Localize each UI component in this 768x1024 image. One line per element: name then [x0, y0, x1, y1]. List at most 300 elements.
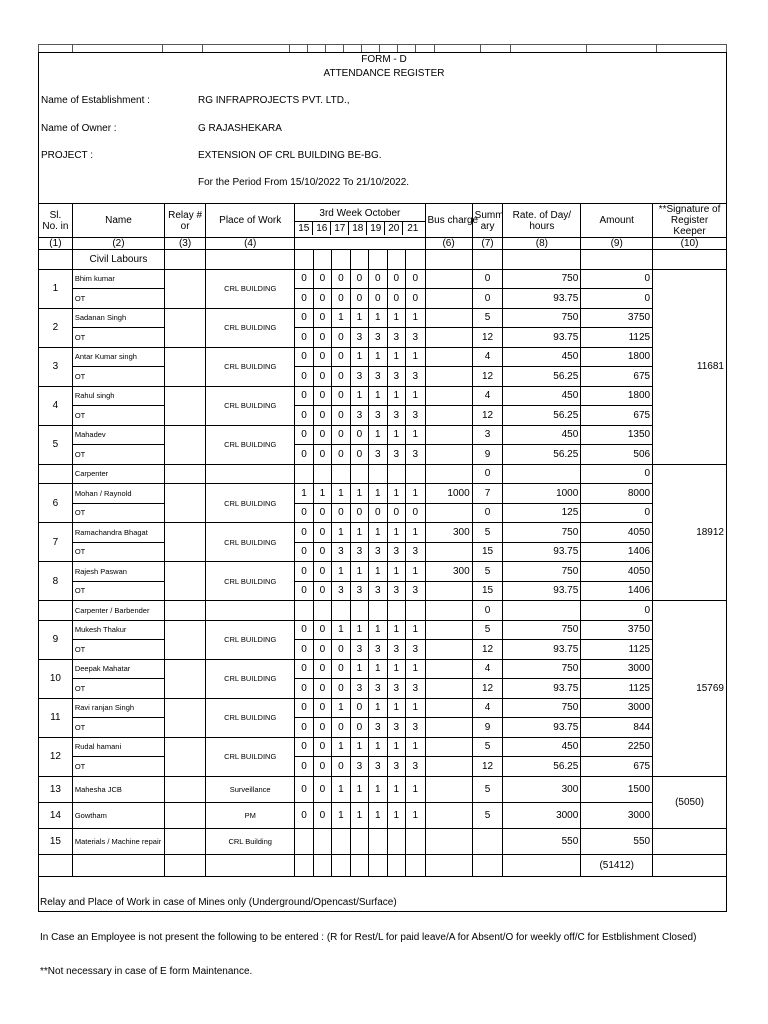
day-cell: 0	[295, 406, 313, 426]
day-cell: 0	[313, 640, 331, 660]
ot-row	[39, 445, 727, 465]
day-cell	[295, 854, 313, 876]
day-cell: 0	[295, 562, 313, 582]
day-cell: 0	[295, 776, 313, 802]
ot-row	[39, 367, 727, 387]
relay-cell	[165, 802, 206, 828]
worker-name: Rajesh Paswan	[72, 562, 164, 582]
establishment-label: Name of Establishment :	[41, 95, 150, 106]
day-cell: 3	[369, 445, 387, 465]
day-cell	[295, 250, 313, 270]
worker-name: Sadanan Singh	[72, 308, 164, 328]
single-row	[39, 776, 727, 802]
day-cell: 3	[406, 542, 426, 562]
bus-cell	[425, 854, 472, 876]
worker-row	[39, 698, 727, 718]
day-cell: 3	[369, 581, 387, 601]
day-cell: 3	[332, 542, 350, 562]
col-bus-header: Bus charge	[425, 204, 472, 238]
rate-value: 56.25	[503, 406, 581, 426]
day-cell: 0	[332, 718, 350, 738]
day-cell: 1	[369, 347, 387, 367]
sl-number: 10	[39, 659, 73, 698]
day-cell	[387, 601, 405, 621]
summary-value: 12	[472, 640, 503, 660]
summary-value: 15	[472, 581, 503, 601]
ot-row	[39, 581, 727, 601]
relay-cell	[165, 269, 206, 308]
day-header: 17	[331, 222, 349, 235]
day-cell: 0	[295, 620, 313, 640]
rate-value: 300	[503, 776, 581, 802]
worker-name: Rahul singh	[72, 386, 164, 406]
day-cell: 1	[350, 347, 368, 367]
ot-row	[39, 289, 727, 309]
day-cell: 0	[295, 425, 313, 445]
worker-row	[39, 347, 727, 367]
col-number: (6)	[425, 238, 472, 250]
day-cell: 0	[295, 757, 313, 777]
day-cell: 3	[369, 679, 387, 699]
day-cell: 1	[369, 737, 387, 757]
rate-value: 750	[503, 523, 581, 543]
day-cell: 1	[387, 620, 405, 640]
amount-value: 1125	[581, 679, 653, 699]
relay-cell	[165, 523, 206, 562]
day-cell: 1	[369, 802, 387, 828]
bus-charge	[425, 386, 472, 406]
bus-cell	[425, 718, 472, 738]
day-cell: 3	[350, 757, 368, 777]
summary-cell	[472, 250, 503, 270]
summary-value: 4	[472, 386, 503, 406]
bus-charge: 300	[425, 562, 472, 582]
day-cell: 1	[387, 659, 405, 679]
rate-cell	[503, 250, 581, 270]
day-cell: 1	[369, 308, 387, 328]
day-cell	[369, 601, 387, 621]
bus-cell	[425, 776, 472, 802]
section-title: Carpenter / Barbender	[72, 601, 164, 621]
day-cell: 1	[350, 562, 368, 582]
bus-cell	[425, 464, 472, 484]
day-cell: 0	[295, 347, 313, 367]
bus-cell	[425, 828, 472, 854]
day-cell: 1	[332, 562, 350, 582]
day-cell: 0	[313, 523, 331, 543]
day-cell: 1	[387, 425, 405, 445]
day-cell: 0	[332, 445, 350, 465]
day-cell: 0	[313, 776, 331, 802]
day-cell: 0	[295, 802, 313, 828]
day-cell: 0	[313, 503, 331, 523]
worker-name: Deepak Mahatar	[72, 659, 164, 679]
day-cell: 3	[369, 328, 387, 348]
day-cell	[350, 250, 368, 270]
ot-label: OT	[72, 445, 164, 465]
place-of-work: CRL BUILDING	[206, 425, 295, 464]
owner-label: Name of Owner :	[41, 123, 117, 134]
worker-name: Mohan / Raynold	[72, 484, 164, 504]
day-cell	[332, 601, 350, 621]
summary-value: 7	[472, 484, 503, 504]
day-cell: 3	[350, 406, 368, 426]
rate-value: 3000	[503, 802, 581, 828]
day-cell: 3	[406, 328, 426, 348]
day-header: 20	[385, 222, 403, 235]
place-of-work: CRL BUILDING	[206, 484, 295, 523]
worker-row	[39, 484, 727, 504]
day-cell: 1	[295, 484, 313, 504]
day-cell: 1	[332, 484, 350, 504]
relay-cell	[165, 308, 206, 347]
day-cell	[369, 828, 387, 854]
signature-total: 18912	[653, 464, 727, 601]
day-cell: 3	[387, 581, 405, 601]
col-number: (3)	[165, 238, 206, 250]
bus-charge: 1000	[425, 484, 472, 504]
summary-value: 4	[472, 698, 503, 718]
day-cell: 0	[313, 347, 331, 367]
day-cell: 0	[313, 308, 331, 328]
place-cell	[206, 250, 295, 270]
day-cell: 1	[332, 802, 350, 828]
day-cell: 1	[369, 523, 387, 543]
day-cell: 0	[350, 289, 368, 309]
signature-total: 11681	[653, 269, 727, 464]
ot-label: OT	[72, 328, 164, 348]
top-ruler-strip	[38, 44, 727, 52]
amount-cell: 0	[581, 464, 653, 484]
day-cell	[406, 250, 426, 270]
day-cell: 0	[295, 503, 313, 523]
sl-number: 15	[39, 828, 73, 854]
day-cell: 1	[387, 737, 405, 757]
place-of-work: CRL BUILDING	[206, 386, 295, 425]
day-cell: 0	[332, 367, 350, 387]
place-of-work: PM	[206, 802, 295, 828]
ot-label: OT	[72, 289, 164, 309]
col-number: (1)	[39, 238, 73, 250]
day-header: 18	[349, 222, 367, 235]
bus-charge	[425, 269, 472, 289]
ot-row	[39, 757, 727, 777]
day-cell: 0	[332, 679, 350, 699]
day-cell	[369, 854, 387, 876]
amount-cell: 0	[581, 601, 653, 621]
signature-cell	[653, 250, 727, 270]
day-cell: 1	[406, 776, 426, 802]
rate-value: 750	[503, 308, 581, 328]
summary-value: 9	[472, 718, 503, 738]
day-cell: 0	[350, 503, 368, 523]
worker-name: Mahadev	[72, 425, 164, 445]
day-cell: 0	[295, 289, 313, 309]
header-row	[39, 204, 727, 238]
day-cell: 0	[313, 406, 331, 426]
bus-cell	[425, 581, 472, 601]
day-cell: 0	[369, 503, 387, 523]
col-summary-header: Summ ary	[472, 204, 503, 238]
sl-number: 13	[39, 776, 73, 802]
ot-row	[39, 718, 727, 738]
bus-charge	[425, 347, 472, 367]
place-of-work: CRL BUILDING	[206, 347, 295, 386]
sl-number: 2	[39, 308, 73, 347]
col-signature-header: **Signature of Register Keeper	[653, 204, 727, 238]
relay-cell	[165, 250, 206, 270]
rate-value: 56.25	[503, 757, 581, 777]
day-cell	[350, 828, 368, 854]
col-number: (8)	[503, 238, 581, 250]
col-week-header	[295, 204, 425, 238]
day-cell: 1	[332, 523, 350, 543]
worker-name: Mukesh Thakur	[72, 620, 164, 640]
sl-number: 8	[39, 562, 73, 601]
day-cell: 3	[387, 542, 405, 562]
day-cell: 3	[406, 445, 426, 465]
day-cell: 0	[313, 425, 331, 445]
day-cell: 3	[406, 581, 426, 601]
day-cell: 1	[406, 802, 426, 828]
ot-label: OT	[72, 367, 164, 387]
rate-value: 125	[503, 503, 581, 523]
day-cell: 3	[406, 757, 426, 777]
day-cell	[295, 464, 313, 484]
amount-value: 1800	[581, 386, 653, 406]
summary-value: 12	[472, 328, 503, 348]
worker-name: Materials / Machine repair	[72, 828, 164, 854]
day-cell: 0	[313, 269, 331, 289]
day-cell: 3	[350, 581, 368, 601]
place-of-work: CRL BUILDING	[206, 523, 295, 562]
worker-name: Antar Kumar singh	[72, 347, 164, 367]
day-cell	[406, 464, 426, 484]
bus-cell	[425, 250, 472, 270]
summary-value: 12	[472, 757, 503, 777]
day-cell	[406, 854, 426, 876]
week-label: 3rd Week October	[295, 207, 424, 222]
worker-name: Mahesha JCB	[72, 776, 164, 802]
rate-value: 93.75	[503, 542, 581, 562]
ot-row	[39, 679, 727, 699]
rate-value: 93.75	[503, 718, 581, 738]
day-cell: 1	[350, 776, 368, 802]
summary-value: 5	[472, 620, 503, 640]
worker-name: Gowtham	[72, 802, 164, 828]
place-of-work: CRL BUILDING	[206, 308, 295, 347]
amount-value: 550	[581, 828, 653, 854]
amount-value: 4050	[581, 523, 653, 543]
bus-charge	[425, 425, 472, 445]
day-cell: 1	[369, 659, 387, 679]
day-cell: 3	[406, 679, 426, 699]
day-cell: 3	[387, 679, 405, 699]
day-cell: 1	[369, 698, 387, 718]
amount-value: 4050	[581, 562, 653, 582]
summary-value: 5	[472, 737, 503, 757]
amount-value: 0	[581, 289, 653, 309]
ot-label: OT	[72, 581, 164, 601]
establishment-value: RG INFRAPROJECTS PVT. LTD.,	[198, 95, 350, 106]
amount-value: 675	[581, 757, 653, 777]
place-of-work: CRL BUILDING	[206, 659, 295, 698]
summary-value: 5	[472, 802, 503, 828]
day-cell: 1	[406, 308, 426, 328]
day-cell: 0	[295, 269, 313, 289]
day-cell: 1	[332, 308, 350, 328]
col-sl-header: Sl. No. in	[39, 204, 73, 238]
grand-total-row	[39, 854, 727, 876]
day-cell: 0	[313, 328, 331, 348]
day-cell: 1	[406, 737, 426, 757]
sl-number: 14	[39, 802, 73, 828]
summary-value: 3	[472, 425, 503, 445]
day-cell: 3	[369, 367, 387, 387]
day-cell: 1	[387, 562, 405, 582]
day-cell: 0	[313, 367, 331, 387]
grand-total: (51412)	[581, 854, 653, 876]
day-cell: 1	[350, 484, 368, 504]
col-number: (10)	[653, 238, 727, 250]
day-cell: 3	[350, 367, 368, 387]
relay-cell	[165, 562, 206, 601]
col-name-header: Name	[72, 204, 164, 238]
day-cell: 0	[313, 737, 331, 757]
day-cell: 0	[350, 425, 368, 445]
worker-row	[39, 620, 727, 640]
day-header: 19	[367, 222, 385, 235]
day-cell: 1	[369, 484, 387, 504]
day-cell: 1	[350, 308, 368, 328]
rate-value: 750	[503, 698, 581, 718]
ot-row	[39, 503, 727, 523]
day-cell	[332, 464, 350, 484]
day-cell: 0	[332, 425, 350, 445]
relay-cell	[165, 698, 206, 737]
worker-row	[39, 308, 727, 328]
worker-row	[39, 562, 727, 582]
day-cell: 0	[295, 698, 313, 718]
worker-row	[39, 425, 727, 445]
day-cell: 0	[387, 289, 405, 309]
day-cell: 0	[387, 269, 405, 289]
day-cell: 0	[406, 503, 426, 523]
col-amount-header: Amount	[581, 204, 653, 238]
ot-label: OT	[72, 503, 164, 523]
day-cell	[387, 464, 405, 484]
worker-name: Ramachandra Bhagat	[72, 523, 164, 543]
day-cell: 1	[350, 523, 368, 543]
place-of-work: CRL BUILDING	[206, 698, 295, 737]
day-cell: 3	[406, 367, 426, 387]
day-cell: 1	[332, 776, 350, 802]
amount-value: 3000	[581, 802, 653, 828]
day-cell: 0	[295, 445, 313, 465]
empty-cell	[206, 854, 295, 876]
day-cell: 3	[387, 640, 405, 660]
day-cell: 3	[387, 367, 405, 387]
day-header: 15	[295, 222, 313, 235]
relay-cell	[165, 737, 206, 776]
day-cell	[332, 854, 350, 876]
project-label: PROJECT :	[41, 150, 94, 161]
day-cell: 1	[387, 776, 405, 802]
day-cell: 0	[313, 659, 331, 679]
amount-value: 0	[581, 503, 653, 523]
amount-value: 675	[581, 406, 653, 426]
ot-label: OT	[72, 640, 164, 660]
section-title-row	[39, 464, 727, 484]
sl-number: 5	[39, 425, 73, 464]
relay-cell	[165, 464, 206, 484]
col-number-empty	[295, 238, 425, 250]
relay-cell	[165, 601, 206, 621]
bus-cell	[425, 802, 472, 828]
amount-value: 3000	[581, 659, 653, 679]
rate-cell	[503, 601, 581, 621]
place-of-work: Surveillance	[206, 776, 295, 802]
day-cell: 0	[332, 347, 350, 367]
day-cell: 0	[332, 328, 350, 348]
day-cell	[350, 854, 368, 876]
sl-number: 6	[39, 484, 73, 523]
worker-row	[39, 269, 727, 289]
day-cell: 0	[313, 718, 331, 738]
day-cell: 0	[332, 269, 350, 289]
rate-value: 750	[503, 562, 581, 582]
day-cell: 1	[332, 620, 350, 640]
day-cell: 0	[332, 386, 350, 406]
day-header: 21	[407, 222, 419, 234]
day-cell: 0	[295, 581, 313, 601]
summary-value: 12	[472, 367, 503, 387]
day-cell	[295, 828, 313, 854]
bus-charge	[425, 698, 472, 718]
day-cell: 1	[369, 562, 387, 582]
day-cell: 3	[369, 718, 387, 738]
day-cell	[332, 828, 350, 854]
day-cell: 0	[295, 328, 313, 348]
rate-value: 1000	[503, 484, 581, 504]
worker-row	[39, 659, 727, 679]
relay-cell	[165, 484, 206, 523]
amount-value: 1125	[581, 328, 653, 348]
signature-cell	[653, 828, 727, 854]
day-cell	[387, 854, 405, 876]
day-cell: 1	[313, 484, 331, 504]
rate-value: 550	[503, 828, 581, 854]
sl-cell	[39, 250, 73, 270]
sl-number: 9	[39, 620, 73, 659]
summary-value: 0	[472, 503, 503, 523]
sl-number: 11	[39, 698, 73, 737]
day-cell: 0	[313, 581, 331, 601]
day-cell: 0	[313, 386, 331, 406]
day-cell: 3	[406, 406, 426, 426]
day-cell: 1	[406, 347, 426, 367]
worker-name: Bhim kumar	[72, 269, 164, 289]
owner-value: G RAJASHEKARA	[198, 123, 282, 134]
day-cell: 1	[406, 484, 426, 504]
day-cell	[350, 601, 368, 621]
day-cell: 0	[350, 718, 368, 738]
day-cell: 1	[369, 620, 387, 640]
rate-value: 93.75	[503, 640, 581, 660]
day-cell: 0	[295, 523, 313, 543]
worker-row	[39, 386, 727, 406]
worker-name: Ravi ranjan Singh	[72, 698, 164, 718]
